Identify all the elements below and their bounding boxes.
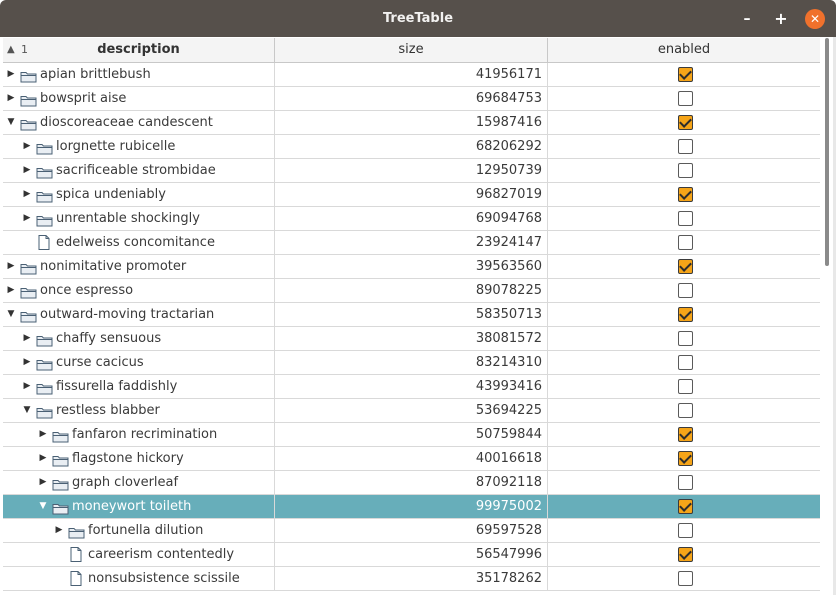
table-body [3,63,820,591]
description-cell [3,279,275,302]
size-cell: 12950739 [275,159,548,182]
column-header-description[interactable] [3,38,275,62]
size-cell: 69597528 [275,519,548,542]
description-cell [3,567,275,590]
sort-ascending-icon: ▲ [7,44,15,55]
size-cell: 50759844 [275,423,548,446]
enabled-cell [548,471,820,494]
expand-arrow-icon[interactable]: ▶ [7,285,15,295]
enabled-cell [548,255,820,278]
enabled-cell [548,567,820,590]
enabled-checkbox[interactable] [678,475,693,490]
enabled-checkbox[interactable] [678,211,693,226]
description-cell [3,135,275,158]
description-cell [3,231,275,254]
row-label: lorgnette rubicelle [56,139,176,154]
column-header-label: description [97,42,180,57]
enabled-checkbox[interactable] [678,451,693,466]
table-row[interactable] [3,231,820,255]
description-cell [3,351,275,374]
enabled-checkbox[interactable] [678,571,693,586]
expand-arrow-icon[interactable]: ▶ [39,429,47,439]
table-row[interactable] [3,183,820,207]
enabled-cell [548,135,820,158]
table-row[interactable] [3,303,820,327]
description-cell [3,471,275,494]
table-row[interactable] [3,519,820,543]
expand-arrow-icon[interactable]: ▶ [23,357,31,367]
enabled-cell [548,183,820,206]
size-cell: 23924147 [275,231,548,254]
row-label: fissurella faddishly [56,379,178,394]
size-cell: 15987416 [275,111,548,134]
row-label: spica undeniably [56,187,166,202]
table-header [3,38,820,63]
description-cell [3,447,275,470]
table-row[interactable] [3,63,820,87]
description-cell [3,519,275,542]
table-row[interactable] [3,135,820,159]
enabled-cell [548,399,820,422]
file-icon [70,571,82,594]
description-cell [3,423,275,446]
enabled-checkbox[interactable] [678,235,693,250]
expand-arrow-icon[interactable]: ▶ [23,213,31,223]
size-cell: 69684753 [275,87,548,110]
size-cell: 40016618 [275,447,548,470]
enabled-cell [548,111,820,134]
expand-arrow-icon[interactable]: ▶ [39,477,47,487]
table-row[interactable] [3,327,820,351]
row-label: moneywort toileth [72,499,192,514]
enabled-checkbox[interactable] [678,547,693,562]
enabled-checkbox[interactable] [678,91,693,106]
collapse-arrow-icon[interactable]: ▼ [7,117,15,127]
table-row[interactable] [3,567,820,591]
enabled-checkbox[interactable] [678,163,693,178]
table-row[interactable] [3,207,820,231]
enabled-checkbox[interactable] [678,307,693,322]
enabled-cell [548,231,820,254]
enabled-checkbox[interactable] [678,187,693,202]
column-header-enabled[interactable]: enabled [657,42,711,57]
close-button[interactable]: ✕ [805,9,825,29]
expand-arrow-icon[interactable]: ▶ [23,333,31,343]
collapse-arrow-icon[interactable]: ▼ [7,309,15,319]
table-row[interactable] [3,447,820,471]
table-row[interactable] [3,399,820,423]
row-label: nonimitative promoter [40,259,187,274]
vertical-scrollbar[interactable] [825,38,829,266]
row-label: fortunella dilution [88,523,204,538]
row-label: chaffy sensuous [56,331,162,346]
description-cell [3,327,275,350]
enabled-cell [548,519,820,542]
row-label: outward-moving tractarian [40,307,215,322]
expand-arrow-icon[interactable]: ▶ [39,453,47,463]
row-label: edelweiss concomitance [56,235,215,250]
row-label: graph cloverleaf [72,475,179,490]
table-row[interactable] [3,255,820,279]
description-cell [3,399,275,422]
expand-arrow-icon[interactable]: ▶ [23,165,31,175]
title-bar [0,0,836,37]
size-cell: 68206292 [275,135,548,158]
enabled-cell [548,495,820,518]
enabled-checkbox[interactable] [678,331,693,346]
tree-table [3,38,820,595]
enabled-checkbox[interactable] [678,283,693,298]
size-cell: 58350713 [275,303,548,326]
size-cell: 35178262 [275,567,548,590]
enabled-checkbox[interactable] [678,355,693,370]
description-cell [3,63,275,86]
enabled-checkbox[interactable] [678,379,693,394]
table-row[interactable] [3,87,820,111]
size-cell: 53694225 [275,399,548,422]
expand-arrow-icon[interactable]: ▶ [7,69,15,79]
minimize-button[interactable]: – [743,11,751,27]
size-cell: 43993416 [275,375,548,398]
collapse-arrow-icon[interactable]: ▼ [39,501,47,511]
enabled-cell [548,303,820,326]
enabled-checkbox[interactable] [678,427,693,442]
expand-arrow-icon[interactable]: ▶ [23,189,31,199]
description-cell [3,255,275,278]
enabled-checkbox[interactable] [678,115,693,130]
size-cell: 38081572 [275,327,548,350]
size-cell: 96827019 [275,183,548,206]
size-cell: 39563560 [275,255,548,278]
size-cell: 83214310 [275,351,548,374]
enabled-cell [548,423,820,446]
description-cell [3,495,275,518]
enabled-cell [548,543,820,566]
enabled-cell [548,279,820,302]
size-cell: 87092118 [275,471,548,494]
description-cell [3,375,275,398]
table-row[interactable] [3,159,820,183]
description-cell [3,111,275,134]
enabled-checkbox[interactable] [678,499,693,514]
maximize-button[interactable]: + [774,9,788,28]
row-label: unrentable shockingly [56,211,200,226]
row-label: careerism contentedly [88,547,235,562]
row-label: curse cacicus [56,355,144,370]
enabled-cell [548,159,820,182]
enabled-checkbox[interactable] [678,67,693,82]
size-cell: 69094768 [275,207,548,230]
description-cell [3,207,275,230]
row-label: sacrificeable strombidae [56,163,216,178]
expand-arrow-icon[interactable]: ▶ [7,261,15,271]
row-label: dioscoreaceae candescent [40,115,213,130]
row-label: fanfaron recrimination [72,427,218,442]
row-label: nonsubsistence scissile [88,571,240,586]
size-cell: 89078225 [275,279,548,302]
description-cell [3,87,275,110]
row-label: restless blabber [56,403,160,418]
row-label: bowsprit aise [40,91,127,106]
sort-index: 1 [21,43,28,56]
enabled-cell [548,351,820,374]
table-row[interactable] [3,543,820,567]
collapse-arrow-icon[interactable]: ▼ [23,405,31,415]
table-row[interactable] [3,351,820,375]
table-row[interactable] [3,279,820,303]
expand-arrow-icon[interactable]: ▶ [23,381,31,391]
table-row[interactable] [3,495,820,519]
column-header-size[interactable]: size [275,38,548,62]
enabled-cell [548,63,820,86]
enabled-checkbox[interactable] [678,259,693,274]
enabled-checkbox[interactable] [678,139,693,154]
enabled-cell [548,327,820,350]
description-cell [3,183,275,206]
size-cell: 99975002 [275,495,548,518]
description-cell [3,543,275,566]
enabled-checkbox[interactable] [678,523,693,538]
description-cell [3,159,275,182]
window-title: TreeTable [382,11,454,26]
size-cell: 41956171 [275,63,548,86]
row-label: apian brittlebush [40,67,151,82]
table-row[interactable] [3,375,820,399]
table-row[interactable] [3,111,820,135]
enabled-cell [548,87,820,110]
enabled-cell [548,447,820,470]
expand-arrow-icon[interactable]: ▶ [55,525,63,535]
row-label: flagstone hickory [72,451,184,466]
expand-arrow-icon[interactable]: ▶ [23,141,31,151]
enabled-checkbox[interactable] [678,403,693,418]
enabled-cell [548,207,820,230]
enabled-cell [548,375,820,398]
expand-arrow-icon[interactable]: ▶ [7,93,15,103]
size-cell: 56547996 [275,543,548,566]
table-row[interactable] [3,471,820,495]
description-cell [3,303,275,326]
row-label: once espresso [40,283,134,298]
table-row[interactable] [3,423,820,447]
